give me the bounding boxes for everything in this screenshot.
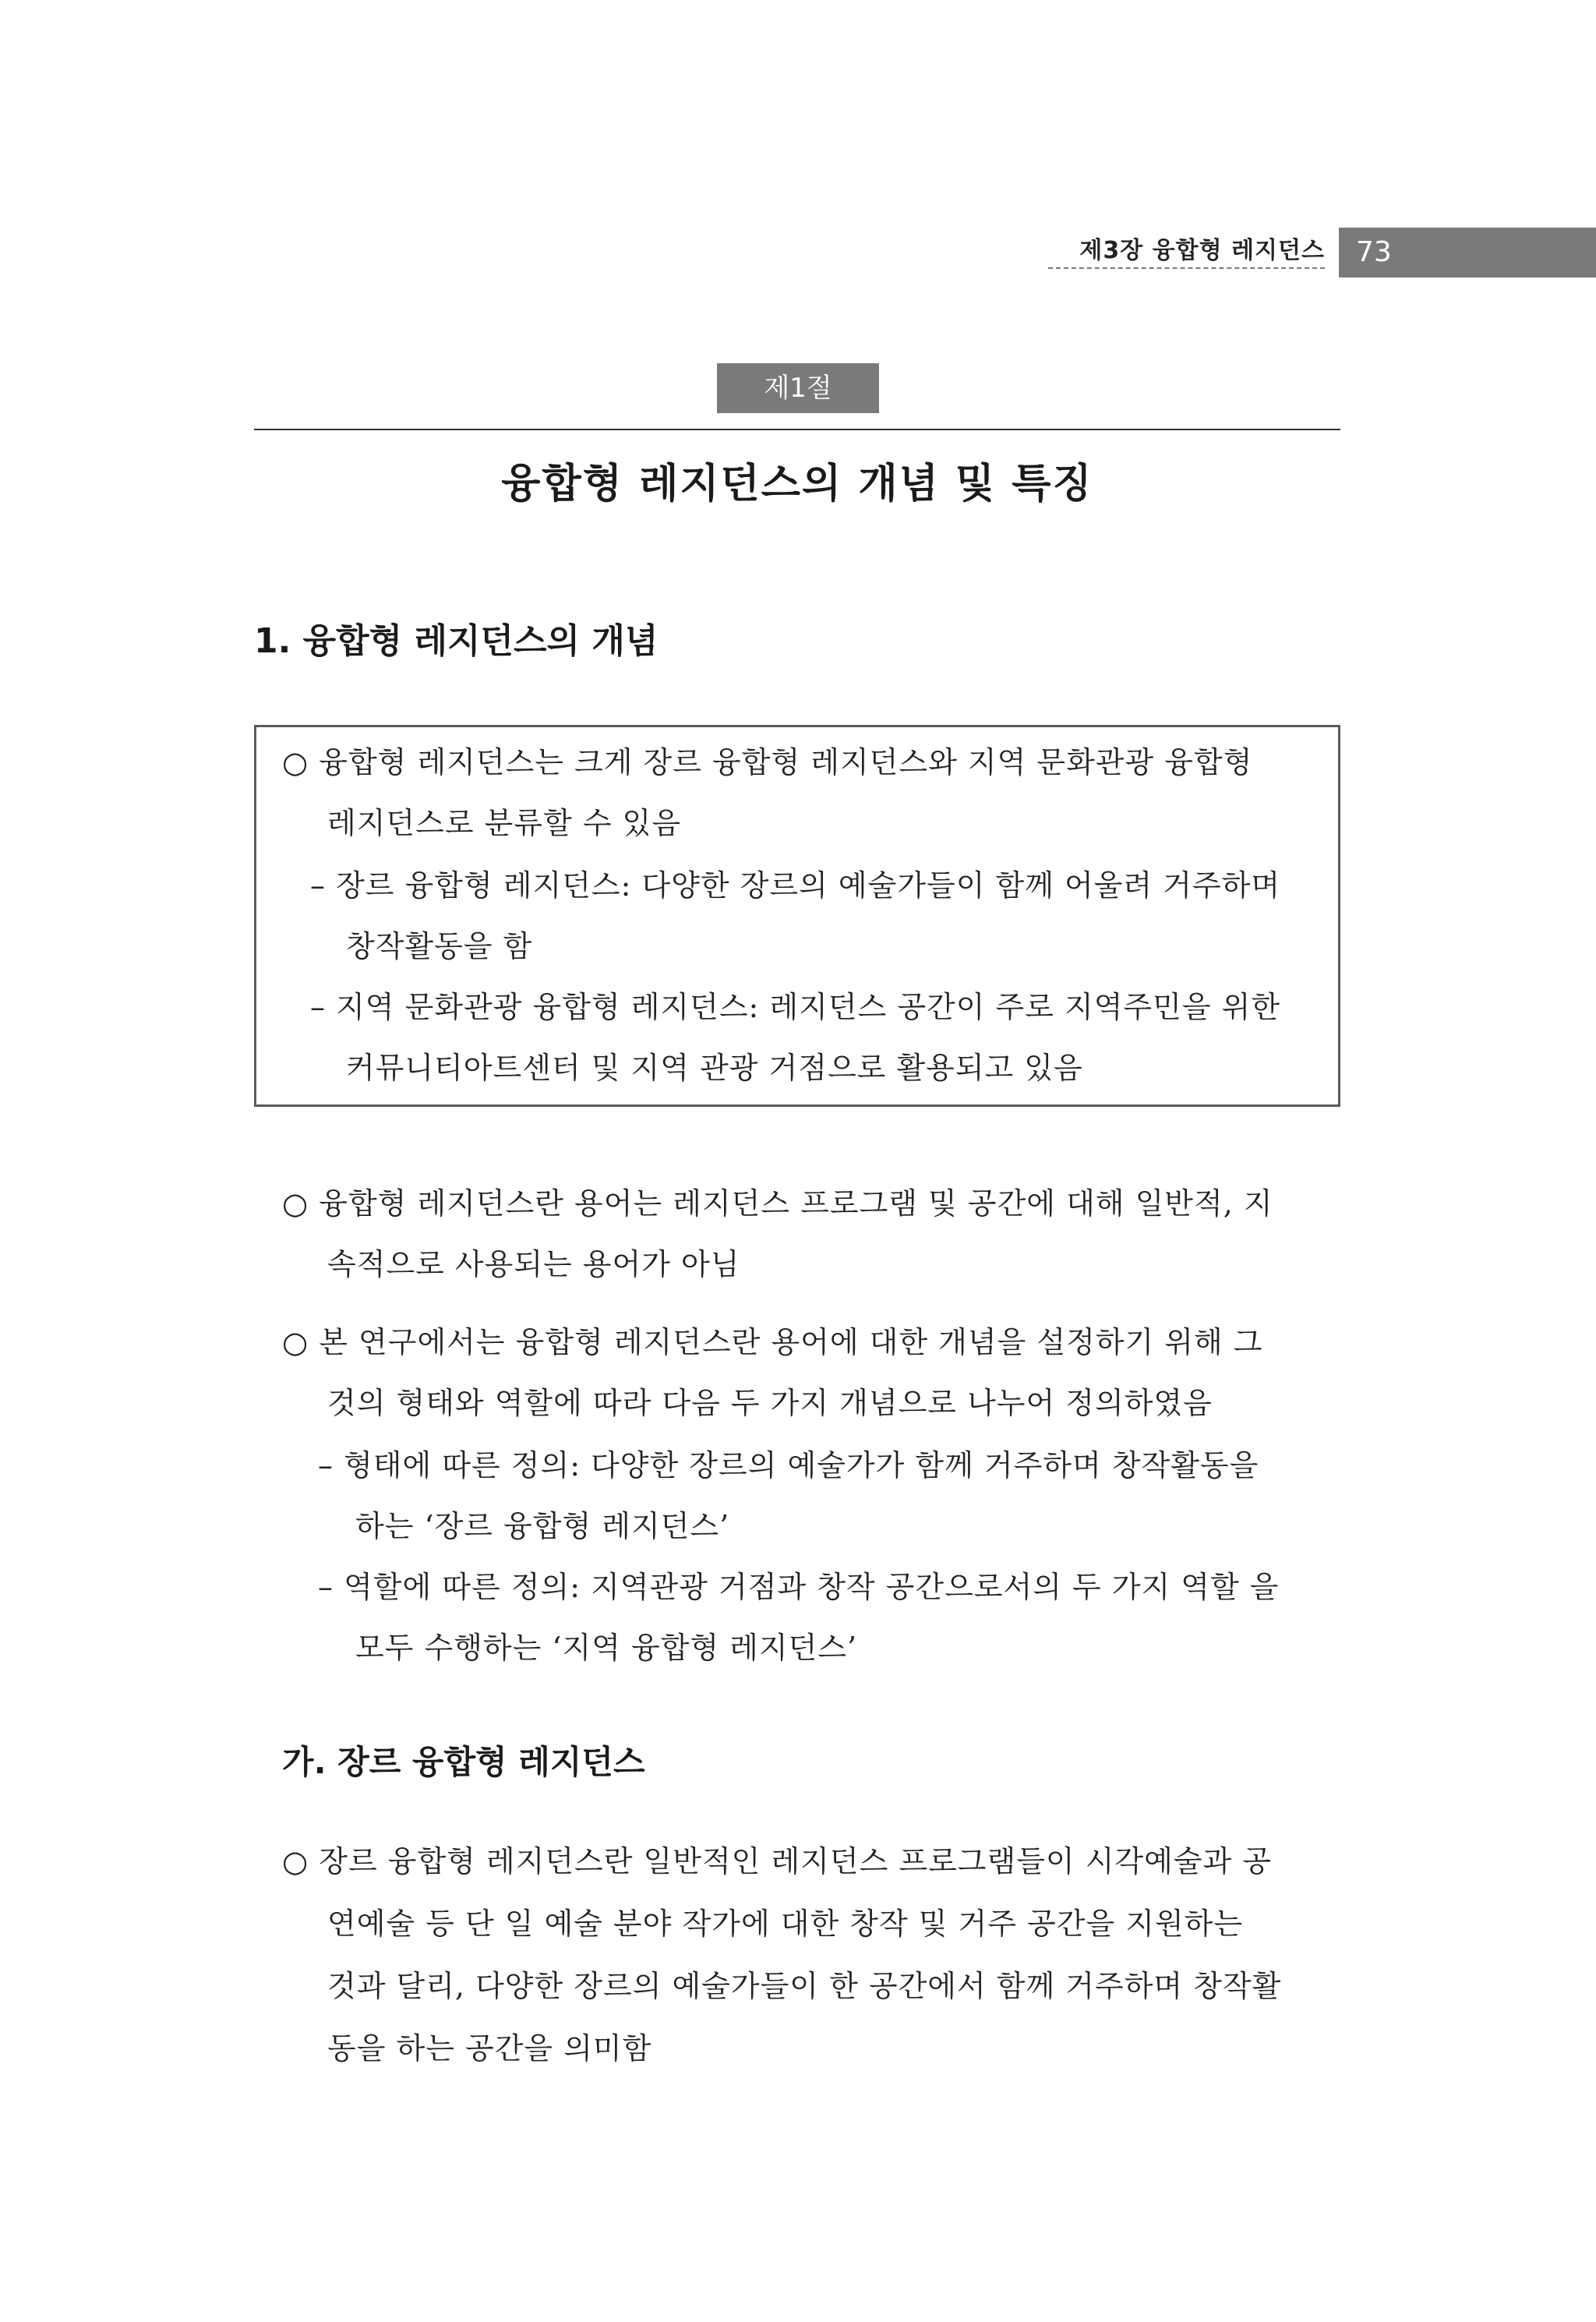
body-line: ○ 융합형 레지던스란 용어는 레지던스 프로그램 및 공간에 대해 일반적, 지 bbox=[282, 1186, 1273, 1221]
page-number: 73 bbox=[1339, 228, 1596, 277]
body-line: ○ 장르 융합형 레지던스란 일반적인 레지던스 프로그램들이 시각예술과 공 bbox=[282, 1844, 1273, 1878]
body-line: 것의 형태와 역할에 따라 다음 두 가지 개념으로 나누어 정의하였음 bbox=[327, 1386, 1213, 1420]
body-line: 동을 하는 공간을 의미함 bbox=[327, 2031, 652, 2066]
body-line: ○ 본 연구에서는 융합형 레지던스란 용어에 대한 개념을 설정하기 위해 그 bbox=[282, 1325, 1263, 1359]
title-rule bbox=[254, 429, 1340, 430]
box-line: 레지던스로 분류할 수 있음 bbox=[327, 806, 682, 840]
box-line: – 지역 문화관광 융합형 레지던스: 레지던스 공간이 주로 지역주민을 위한 bbox=[310, 990, 1281, 1024]
running-header-chapter: 제3장 융합형 레지던스 bbox=[1079, 237, 1325, 264]
box-line: – 장르 융합형 레지던스: 다양한 장르의 예술가들이 함께 어울려 거주하며 bbox=[310, 868, 1281, 903]
body-line: 속적으로 사용되는 용어가 아님 bbox=[327, 1247, 740, 1281]
box-line: 커뮤니티아트센터 및 지역 관광 거점으로 활용되고 있음 bbox=[346, 1051, 1083, 1085]
body-line: 연예술 등 단 일 예술 분야 작가에 대한 창작 및 거주 공간을 지원하는 bbox=[327, 1907, 1244, 1941]
box-line: ○ 융합형 레지던스는 크게 장르 융합형 레지던스와 지역 문화관광 융합형 bbox=[282, 745, 1253, 779]
body-line: – 형태에 따른 정의: 다양한 장르의 예술가가 함께 거주하며 창작활동을 bbox=[318, 1448, 1259, 1483]
heading-genre-residence: 가. 장르 융합형 레지던스 bbox=[282, 1743, 645, 1781]
running-header-underline bbox=[1048, 267, 1325, 269]
body-line: 모두 수행하는 ‘지역 융합형 레지던스’ bbox=[355, 1631, 858, 1665]
body-line: 하는 ‘장르 융합형 레지던스’ bbox=[355, 1509, 730, 1543]
body-line: 것과 달리, 다양한 장르의 예술가들이 한 공간에서 함께 거주하며 창작활 bbox=[327, 1969, 1282, 2003]
section-badge: 제1절 bbox=[717, 363, 879, 413]
heading-concept: 1. 융합형 레지던스의 개념 bbox=[254, 621, 659, 661]
box-line: 창작활동을 함 bbox=[346, 929, 533, 963]
body-line: – 역할에 따른 정의: 지역관광 거점과 창작 공간으로서의 두 가지 역할 을 bbox=[318, 1570, 1280, 1604]
page-title: 융합형 레지던스의 개념 및 특징 bbox=[501, 461, 1093, 507]
